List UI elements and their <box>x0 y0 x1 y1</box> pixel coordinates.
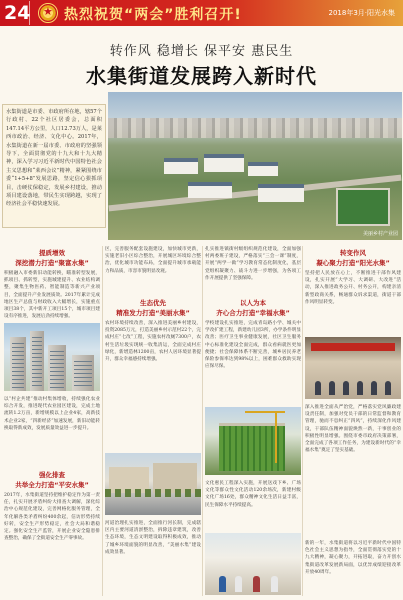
section-body: 新的一年，水集街道将以习近平新时代中国特色社会主义思想为指导，全面贯彻落实党的十九大精神，凝心聚力，开拓进取，奋力开创水集街道改革发展新局面，以优异成绩迎接改革开放40周年。 <box>305 541 401 575</box>
section-kicker: 强化排查 <box>39 471 65 479</box>
section-body: 区，完善服务配套设施建设，加快城市更新，实施老旧小区综合整治，开展城区环境综合整治，优化城市功能布局，全面提升城市承载能力和品质，市容市貌明显改观。 <box>105 247 201 274</box>
photo-meeting <box>305 337 401 399</box>
banner-strip <box>311 343 395 351</box>
section-body: 坚持把人民放在心上，不断推进干部作风建设，扎实开展“大学习、大调研、大改进”活动，深入推进政务公开、村务公开，构建亲清新型政商关系，畅通群众诉求渠道，街道干部作风明显转变。 <box>305 271 401 305</box>
person <box>235 576 242 592</box>
person <box>371 381 377 395</box>
section-title: 共举全力打造“平安水集” <box>15 481 89 489</box>
person <box>329 381 335 395</box>
house <box>258 184 304 202</box>
person <box>315 381 321 395</box>
tree-row <box>105 489 201 497</box>
photo-street <box>105 453 201 515</box>
person <box>253 576 260 592</box>
crane <box>275 411 277 463</box>
headline: 水集街道发展跨入新时代 <box>86 64 317 88</box>
city-skyline <box>108 118 402 138</box>
section-title: 精准发力打造“美丽水集” <box>116 309 190 317</box>
section-heading <box>4 248 100 267</box>
tower <box>48 345 66 391</box>
person <box>271 576 278 592</box>
section-body: 2017年，水集街道坚持把维护稳定作为第一责任，扎实开展矛盾纠纷大排查大调解，深化综治中心规范化建设，完善网格化服务管理，全年化解各类矛盾纠纷400余起，信访形势持续好转，安全生产形势稳定，社会大局和谐稳定。强化安全生产监管，开展企业安全隐患排查整治，确保了全街道安全生产零事故。 <box>4 493 100 542</box>
section-body: 学校建设扎实推进，完成青岛路小学、城关中学改扩建工程，新建幼儿园3所，办学条件明显改善；医疗卫生事业健康发展，社区卫生服务中心标准化建设全面完成，群众看病就医更加便捷；社会保障体系不断完善，城乡居民养老保险参保率达到98%以上，困难群众救助实现应保尽保。 <box>205 321 301 370</box>
emblem-icon <box>38 3 58 23</box>
person <box>219 576 226 592</box>
section-kicker: 转变作风 <box>340 249 366 257</box>
banner <box>0 0 403 26</box>
section-heading <box>205 298 301 317</box>
section-kicker: 生态优先 <box>140 299 166 307</box>
section-body: 河道治理扎实推进，全面推行河长制，完成辖区内主要河道清淤整治，拆除违章建筑，改善生态环境，生态文明建设取得积极成效，推动了城乡环境面貌的明显改善，“美丽水集”建设成效显著。 <box>105 521 201 555</box>
tower <box>10 337 26 391</box>
section-heading <box>105 298 201 317</box>
section-kicker: 提质增效 <box>39 249 65 257</box>
kicker: 转作风 稳增长 保平安 惠民生 <box>109 44 294 59</box>
banner-date: 2018年3月·阳光水集 <box>328 9 395 17</box>
column-4 <box>305 246 401 600</box>
section-body: 以“村企共建”推动村集体增收，持续强化农业综合开发，推进现代农业园区建设，完成土地流转1.2万亩，新增规模以上企业4家，高新技术企业2家，“四新经济”加速发展，新旧动能转换取得新成效，发展质量效益进一步提升。 <box>4 397 100 431</box>
section-body: 扎实推进镇街村级组织规范化建设，全面加强村两委班子建设，严格落实“三会一课”制度，开展“两学一做”学习教育常态化制度化，基层党组织凝聚力、战斗力进一步增强，为各项工作开展提供了坚强保障。 <box>205 247 301 281</box>
house <box>204 154 244 172</box>
photo-clinic <box>205 533 301 595</box>
section-heading <box>4 470 100 489</box>
section-title: 深挖潜力打造“聚富水集” <box>15 259 89 267</box>
top-photo <box>108 92 402 240</box>
section-title: 齐心合力打造“幸福水集” <box>216 309 290 317</box>
section-title: 凝心聚力打造“阳光水集” <box>316 259 390 267</box>
tower <box>30 331 44 391</box>
page-number: 24 <box>4 2 31 24</box>
column-rule <box>302 246 303 596</box>
tower <box>72 355 94 391</box>
column-3 <box>205 246 301 600</box>
column-1 <box>4 246 100 592</box>
photo-construction <box>205 407 301 475</box>
house <box>248 162 278 176</box>
person <box>343 381 349 395</box>
column-2 <box>105 246 201 600</box>
section-kicker: 以人为本 <box>240 299 266 307</box>
section-body: 农村环境持续改善，深入推进美丽乡村建设，投资2085万元，打造美丽乡村示范村22个，完成村庄“七改”工程，实施农村改厕7300户，农村生活垃圾实现统一收集清运，全面完成村庄绿化，新增造林1200亩，农村人居环境显著提升，群众幸福感持续增强。 <box>105 321 201 363</box>
top-photo-caption: 美丽乡村产业园 <box>362 231 398 237</box>
intro-text: 水集街道是市委、市政府所在地，辖57个行政村、22个社区居委会，总面积147.14平方公里，人口12.73万人，是莱西市政治、经济、文化中心。2017年，水集街道在新一届市委、市政府的坚强领导下，全面贯彻党的十九大和十九大精神，深入学习习近平新时代中国特色社会主义思想和“莱西会议”精神，紧紧围绕市委“1+5+8”发展思路，坚定信心狠抓项目，击硬仗保稳定，发展乡村建设，推动项目建设落地，带民生实现跨越，实现了经济社会平稳快速发展。 <box>6 109 102 208</box>
sports-field <box>336 188 390 226</box>
person <box>357 381 363 395</box>
banner-title: 热烈祝贺“两会”胜利召开! <box>64 7 242 23</box>
column-rule <box>202 246 203 596</box>
section-body: 文化惠民工程深入实施，开展送戏下乡、广场文化等群众性文化活动120余场次，新建村级文化广场16处，群众精神文化生活日益丰富，民生保障水平持续提高。 <box>205 481 301 508</box>
house <box>188 182 232 198</box>
section-heading <box>305 248 401 267</box>
column-rule <box>102 246 103 596</box>
section-body: 积极融入市委新旧动能转换，瞄准转型发展，抓项目、抓转型，实施城建提升、农业结构调整，聚集生物医药、智能制造等新兴产业项目，全面提升产业发展质效。2017年累计完成地区生产总值与财政收入大幅增长，实施重点项目38个，其中新开工项目15个，城市项目建设有序推进，发展后劲持续增强。 <box>4 271 100 320</box>
house <box>164 158 198 174</box>
person <box>385 381 391 395</box>
intro-box <box>2 104 106 228</box>
section-body: 深入推进全面从严治党，严格落实党风廉政建设责任制，加强对党员干部的日常监督和教育管理，驰而不息纠正“四风”，持续深化作风建设，干部队伍精神面貌焕然一新，干事创业的积极性明显增强。围绕市委市政府决策部署，全面完成了各项工作任务，为建设新时代的“幸福水集”奠定了坚实基础。 <box>305 405 401 454</box>
photo-towers <box>4 323 100 391</box>
